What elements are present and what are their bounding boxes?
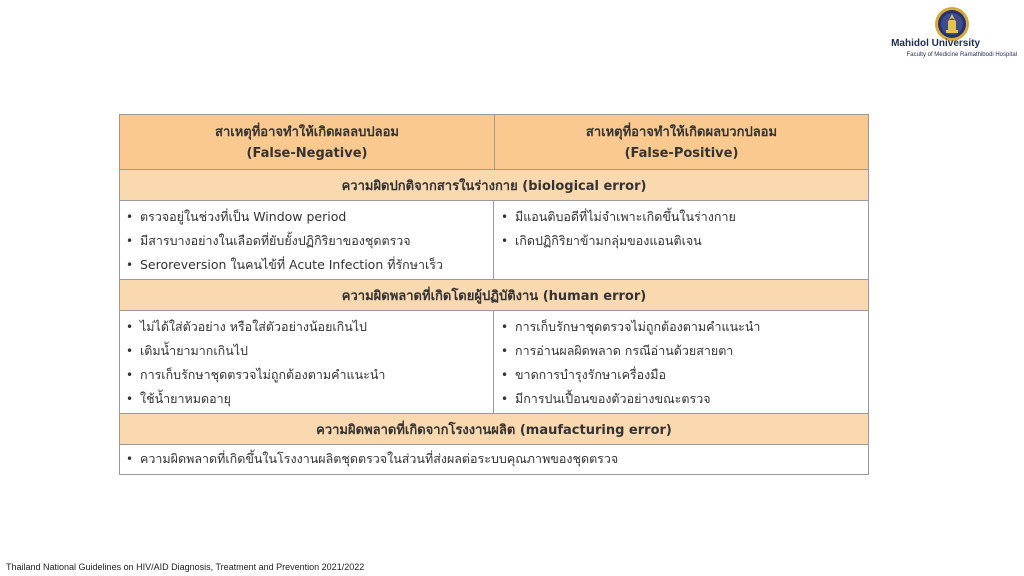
bullet-dot-icon: • — [501, 320, 509, 334]
section-title-biological: ความผิดปกติจากสารในร่างกาย (biological error) — [120, 170, 868, 201]
section-body-human — [120, 311, 868, 414]
header-title: สาเหตุที่อาจทำให้เกิดผลบวกปลอม — [585, 124, 778, 140]
list-item-text: มีการปนเปื้อนของตัวอย่างขณะตรวจ — [515, 391, 711, 406]
header-false-positive — [495, 115, 868, 170]
list-item-text: การอ่านผลผิดพลาด กรณีอ่านด้วยสายตา — [515, 343, 734, 358]
list-item — [501, 339, 868, 363]
list-item-text: ไม่ได้ใส่ตัวอย่าง หรือใส่ตัวอย่างน้อยเกินไป — [140, 319, 367, 334]
list-item — [126, 447, 868, 471]
bullet-dot-icon: • — [501, 344, 509, 358]
list-item — [126, 339, 493, 363]
list-item-text: มีแอนติบอดีที่ไม่จำเพาะเกิดขึ้นในร่างกาย — [515, 209, 736, 224]
false-negative-cell — [120, 201, 494, 279]
university-name: Mahidol University — [891, 38, 980, 49]
false-positive-cell — [495, 311, 868, 413]
list-item — [501, 229, 868, 253]
section-title-human: ความผิดพลาดที่เกิดโดยผู้ปฏิบัติงาน (human error) — [120, 280, 868, 311]
list-item-text: เกิดปฏิกิริยาข้ามกลุ่มของแอนติเจน — [515, 233, 702, 248]
list-item-text: การเก็บรักษาชุดตรวจไม่ถูกต้องตามคำแนะนำ — [515, 319, 761, 334]
university-seal-icon — [934, 6, 970, 42]
header-false-negative — [120, 115, 495, 170]
list-item-text: มีสารบางอย่างในเลือดที่ยับยั้งปฏิกิริยาของชุดตรวจ — [140, 233, 411, 248]
list-item — [126, 363, 493, 387]
list-item-text: ตรวจอยู่ในช่วงที่เป็น Window period — [140, 209, 347, 224]
table-header-row — [120, 115, 868, 170]
false-negative-cell — [120, 311, 494, 413]
list-item — [501, 387, 868, 411]
list-item — [126, 253, 493, 277]
bullet-dot-icon: • — [501, 368, 509, 382]
citation-footer: Thailand National Guidelines on HIV/AID Diagnosis, Treatment and Prevention 2021/2022 — [6, 562, 365, 572]
section-body-biological — [120, 201, 868, 280]
bullet-dot-icon: • — [126, 452, 134, 466]
bullet-dot-icon: • — [126, 344, 134, 358]
bullet-dot-icon: • — [501, 392, 509, 406]
bullet-dot-icon: • — [501, 234, 509, 248]
list-item — [501, 205, 868, 229]
list-item-text: การเก็บรักษาชุดตรวจไม่ถูกต้องตามคำแนะนำ — [140, 367, 386, 382]
list-item-text: เติมน้ำยามากเกินไป — [140, 343, 248, 358]
faculty-name: Faculty of Medicine Ramathibodi Hospital — [906, 52, 1017, 58]
list-item — [501, 363, 868, 387]
header-subtitle: (False-Negative) — [246, 145, 368, 161]
list-item — [126, 229, 493, 253]
header-title: สาเหตุที่อาจทำให้เกิดผลลบปลอม — [215, 124, 399, 140]
bullet-dot-icon: • — [501, 210, 509, 224]
bullet-dot-icon: • — [126, 234, 134, 248]
bullet-dot-icon: • — [126, 392, 134, 406]
list-item-text: ใช้น้ำยาหมดอายุ — [140, 391, 231, 406]
list-item-text: ขาดการบำรุงรักษาเครื่องมือ — [515, 367, 667, 382]
list-item — [501, 315, 868, 339]
bullet-dot-icon: • — [126, 320, 134, 334]
bullet-dot-icon: • — [126, 210, 134, 224]
bullet-dot-icon: • — [126, 258, 134, 272]
section-title-manufacturing: ความผิดพลาดที่เกิดจากโรงงานผลิต (maufacturing error) — [120, 414, 868, 445]
list-item — [126, 205, 493, 229]
manufacturing-cell — [120, 445, 868, 474]
list-item-text: ความผิดพลาดที่เกิดขึ้นในโรงงานผลิตชุดตรวจในส่วนที่ส่งผลต่อระบบคุณภาพของชุดตรวจ — [140, 451, 619, 466]
list-item — [126, 315, 493, 339]
bullet-dot-icon: • — [126, 368, 134, 382]
list-item-text: Seroreversion ในคนไข้ที่ Acute Infection ที่รักษาเร็ว — [140, 257, 444, 272]
section-body-manufacturing — [120, 445, 868, 474]
false-positive-cell — [495, 201, 868, 279]
header-subtitle: (False-Positive) — [624, 145, 739, 161]
error-causes-table — [119, 114, 869, 475]
list-item — [126, 387, 493, 411]
